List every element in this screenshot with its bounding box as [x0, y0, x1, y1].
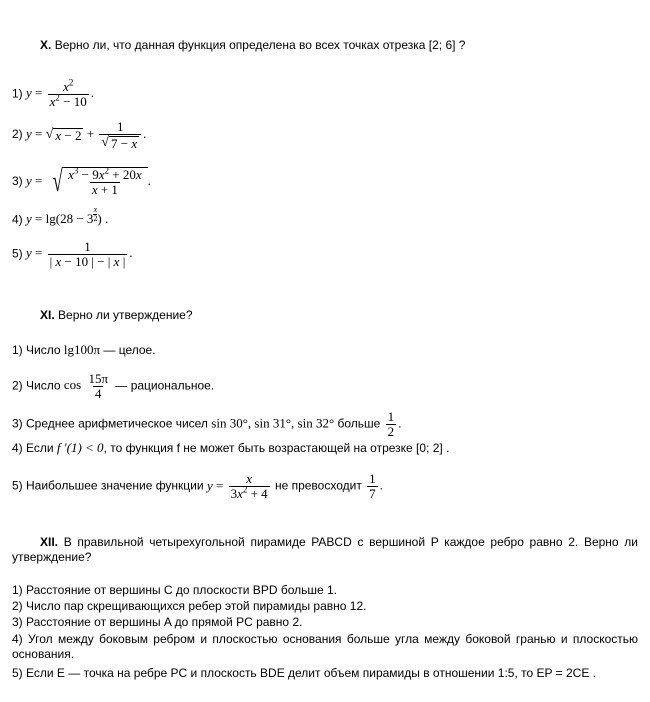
- math-11-5: y = $\frac{x}{3x^2 + 4}$: [206, 471, 268, 502]
- item-12-2: 2) Число пар скрещивающихся ребер этой пирамиды равно 12.: [12, 599, 367, 613]
- math-11-5-seventh: $\frac{1}{7}$: [369, 471, 376, 501]
- item-10-5: [12, 240, 133, 269]
- item-11-3: 3) Среднее арифметическое чисел sin 30°, sin 31°, sin 32° больше $\frac{1}{2}$ .: [12, 409, 402, 439]
- item-10-2: [12, 120, 146, 151]
- formula-10-1: y = $\frac{x^2}{x^2 - 10}$ .: [26, 77, 95, 109]
- math-11-3: sin 30°, sin 31°, sin 32°: [211, 415, 335, 431]
- item-label: 1): [12, 86, 23, 101]
- section-11-header: [40, 308, 193, 322]
- item-10-4: [12, 205, 109, 229]
- section-11-number: XI.: [40, 308, 55, 322]
- item-12-1: 1) Расстояние от вершины C до плоскости BPD больше 1.: [12, 583, 337, 597]
- item-11-4: 4) Если f ′(1) < 0, то функция f не может быть возрастающей на отрезке [0; 2] .: [12, 440, 450, 455]
- section-11-question: Верно ли утверждение?: [58, 308, 193, 322]
- item-label: 4): [12, 212, 23, 227]
- formula-10-3: y = √ $\frac{x^3 - 9x^2 + 20x}{x + 1}$ .: [26, 165, 151, 198]
- section-10-question: Верно ли, что данная функция определена во всех точках отрезка [2; 6] ?: [54, 38, 466, 52]
- section-10-number: X.: [40, 38, 52, 52]
- math-11-1: lg100π: [63, 342, 101, 357]
- item-10-3: [12, 167, 151, 197]
- item-label: 5): [12, 246, 23, 261]
- item-12-4: 4) Угол между боковым ребром и плоскостью основания больше угла между боковой гранью и плоскостью основания.: [12, 632, 638, 661]
- math-11-3-half: $\frac{1}{2}$: [387, 409, 395, 439]
- item-10-1: [12, 77, 95, 109]
- section-12-intro: В правильной четырехугольной пирамиде PABCD с вершиной P каждое ребро равно 2. Верно ли утверждение?: [12, 535, 638, 564]
- formula-10-2: y = √ x − 2 + 1 √ 7 − x .: [26, 119, 147, 151]
- item-12-5: 5) Если E — точка на ребре PC и плоскость BDE делит объем пирамиды в отношении 1:5, то EP = 2CE .: [12, 666, 596, 680]
- item-label: 3): [12, 173, 23, 188]
- section-10-header: [40, 38, 465, 52]
- item-11-5: 5) Наибольшее значение функции y = $\frac{x}{3x^2 + 4}$ не превосходит $\frac{1}{7}$ .: [12, 471, 383, 502]
- section-12-header: [12, 535, 638, 565]
- section-12-number: XII.: [40, 535, 59, 549]
- item-12-3: 3) Расстояние от вершины A до прямой PC равно 2.: [12, 615, 303, 629]
- math-11-2: cos $\frac{15\pi}{4}$: [63, 371, 109, 401]
- math-11-4: f ′(1) < 0: [56, 440, 104, 455]
- item-11-2: 2) Число cos $\frac{15\pi}{4}$ — рациональное.: [12, 371, 215, 401]
- formula-10-4: y = lg(28 − 3 $^{\frac{x}{2}}$ ) .: [26, 205, 109, 227]
- item-label: 2): [12, 127, 23, 142]
- formula-10-5: y = $\frac{1}{| x - 10 | - | x |}$ .: [26, 239, 133, 269]
- item-11-1: 1) Число lg100π — целое.: [12, 342, 156, 357]
